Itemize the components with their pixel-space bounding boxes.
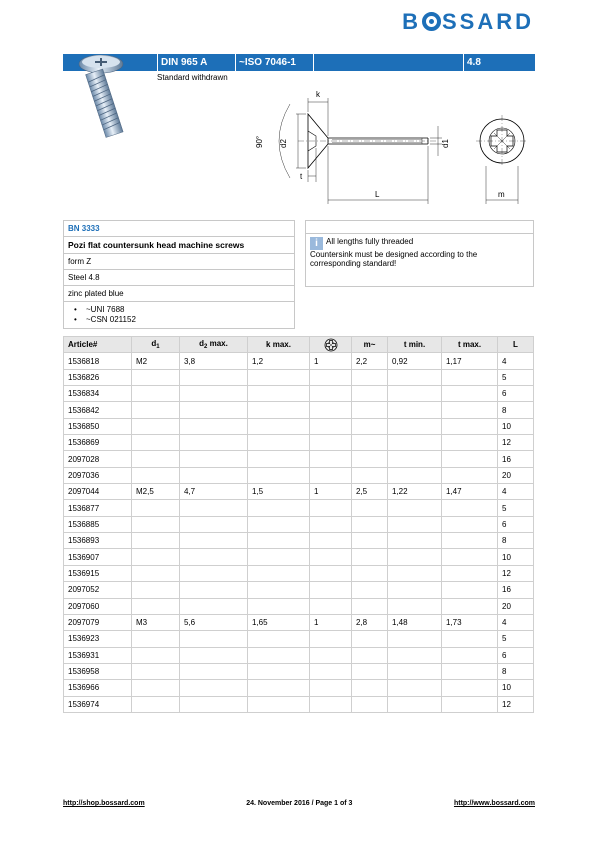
logo-o-ring <box>422 12 441 31</box>
table-cell <box>388 696 442 712</box>
table-cell <box>132 467 180 483</box>
col-d1: $d_1$ <box>132 337 180 353</box>
table-cell <box>248 582 310 598</box>
table-cell <box>132 418 180 434</box>
table-cell <box>180 631 248 647</box>
col-d2: $d_2$ max. <box>180 337 248 353</box>
table-cell <box>388 582 442 598</box>
product-form: form Z <box>64 253 294 269</box>
table-cell: 1536958 <box>64 663 132 679</box>
page-info: 24. November 2016 / Page 1 of 3 <box>246 800 353 807</box>
table-cell: 8 <box>498 402 534 418</box>
table-cell: 4,7 <box>180 484 248 500</box>
table-cell: 1,73 <box>442 614 498 630</box>
table-cell: 1536818 <box>64 353 132 369</box>
table-cell <box>388 549 442 565</box>
table-cell: 6 <box>498 386 534 402</box>
table-cell <box>310 663 352 679</box>
table-cell <box>180 451 248 467</box>
table-cell <box>248 598 310 614</box>
table-cell <box>132 696 180 712</box>
table-cell: 1536842 <box>64 402 132 418</box>
equivalent-item: • ~UNI 7688 <box>74 305 290 315</box>
table-row <box>64 549 534 565</box>
dim-label-t: t <box>300 172 303 181</box>
table-row <box>64 353 534 369</box>
table-cell: 2,2 <box>352 353 388 369</box>
bn-number: BN 3333 <box>68 224 100 233</box>
col-tmax: t max. <box>442 337 498 353</box>
table-cell: 2,5 <box>352 484 388 500</box>
table-cell <box>442 516 498 532</box>
table-cell <box>388 598 442 614</box>
table-row <box>64 565 534 581</box>
table-cell <box>352 598 388 614</box>
table-cell <box>132 533 180 549</box>
website-link[interactable]: http://www.bossard.com <box>453 800 535 807</box>
table-row <box>64 418 534 434</box>
table-cell: 1,48 <box>388 614 442 630</box>
table-cell: 2,8 <box>352 614 388 630</box>
table-cell: 1536931 <box>64 647 132 663</box>
table-cell <box>310 631 352 647</box>
product-finish: zinc plated blue <box>64 285 294 301</box>
table-cell <box>180 647 248 663</box>
table-cell: 1536850 <box>64 418 132 434</box>
table-row <box>64 614 534 630</box>
table-cell: 1,22 <box>388 484 442 500</box>
table-cell: 12 <box>498 565 534 581</box>
table-cell: 1536915 <box>64 565 132 581</box>
table-cell <box>248 680 310 696</box>
equivalent-item: • ~CSN 021152 <box>74 315 290 325</box>
header-cell-iso: ~ISO 7046-1 <box>235 54 313 71</box>
table-header-row <box>64 337 534 353</box>
table-row <box>64 484 534 500</box>
table-cell <box>352 631 388 647</box>
table-cell <box>352 647 388 663</box>
table-cell: 3,8 <box>180 353 248 369</box>
table-cell <box>310 435 352 451</box>
table-cell: 10 <box>498 680 534 696</box>
table-cell: 16 <box>498 582 534 598</box>
dim-label-d1: d1 <box>441 139 450 148</box>
table-cell <box>248 549 310 565</box>
table-cell: 1 <box>310 614 352 630</box>
equivalent-standards <box>64 301 294 328</box>
table-cell: 0,92 <box>388 353 442 369</box>
table-cell <box>388 533 442 549</box>
table-cell <box>388 663 442 679</box>
col-m: m~ <box>352 337 388 353</box>
table-cell <box>248 663 310 679</box>
table-cell <box>180 533 248 549</box>
table-cell <box>132 582 180 598</box>
table-cell: 1536907 <box>64 549 132 565</box>
table-cell <box>132 386 180 402</box>
table-cell: 2097028 <box>64 451 132 467</box>
table-cell <box>180 680 248 696</box>
table-cell: 10 <box>498 418 534 434</box>
table-cell <box>180 418 248 434</box>
table-cell <box>248 516 310 532</box>
table-cell <box>352 402 388 418</box>
table-row <box>64 647 534 663</box>
table-row <box>64 582 534 598</box>
status-text: Standard withdrawn <box>157 73 228 82</box>
table-cell <box>248 435 310 451</box>
page-footer <box>63 800 535 807</box>
table-cell: 1536869 <box>64 435 132 451</box>
table-cell <box>180 435 248 451</box>
table-cell <box>132 549 180 565</box>
table-cell: 16 <box>498 451 534 467</box>
table-cell <box>180 549 248 565</box>
table-cell: 5 <box>498 500 534 516</box>
table-cell: 2097052 <box>64 582 132 598</box>
table-cell: 1,17 <box>442 353 498 369</box>
table-cell: M2 <box>132 353 180 369</box>
article-table-body <box>64 353 534 713</box>
table-cell <box>388 369 442 385</box>
table-cell: 2097044 <box>64 484 132 500</box>
table-cell <box>352 696 388 712</box>
table-cell <box>310 418 352 434</box>
table-cell <box>442 500 498 516</box>
table-cell <box>180 467 248 483</box>
table-cell: 4 <box>498 484 534 500</box>
table-cell: 1536893 <box>64 533 132 549</box>
table-cell <box>248 369 310 385</box>
table-cell <box>248 386 310 402</box>
table-cell <box>388 631 442 647</box>
table-cell <box>132 680 180 696</box>
table-cell <box>388 565 442 581</box>
bossard-logo: B SSARD <box>402 9 534 34</box>
col-article: Article# <box>64 337 132 353</box>
table-cell <box>310 582 352 598</box>
table-cell: 1536923 <box>64 631 132 647</box>
table-cell <box>310 451 352 467</box>
table-cell <box>442 435 498 451</box>
table-cell <box>388 451 442 467</box>
table-cell <box>180 663 248 679</box>
table-cell <box>352 369 388 385</box>
table-cell <box>442 451 498 467</box>
table-cell <box>248 402 310 418</box>
table-cell <box>248 565 310 581</box>
note-line-2: Countersink must be designed according to the corresponding standard! <box>310 250 478 268</box>
table-cell <box>352 680 388 696</box>
table-cell <box>388 418 442 434</box>
table-cell: 8 <box>498 663 534 679</box>
table-cell: 12 <box>498 696 534 712</box>
dim-label-d2: d2 <box>279 139 288 148</box>
table-cell: 5 <box>498 369 534 385</box>
dim-label-k: k <box>316 90 320 99</box>
table-cell <box>352 565 388 581</box>
table-cell <box>248 467 310 483</box>
table-row <box>64 451 534 467</box>
table-cell <box>310 467 352 483</box>
table-cell <box>442 631 498 647</box>
table-cell <box>442 696 498 712</box>
table-cell <box>388 516 442 532</box>
table-cell <box>442 680 498 696</box>
note-text <box>306 234 533 271</box>
table-row <box>64 467 534 483</box>
table-cell <box>310 500 352 516</box>
table-cell <box>180 582 248 598</box>
col-l: L <box>498 337 534 353</box>
table-cell <box>442 549 498 565</box>
table-cell <box>352 435 388 451</box>
table-cell <box>352 386 388 402</box>
table-cell: 1536834 <box>64 386 132 402</box>
table-cell <box>442 582 498 598</box>
table-cell <box>388 435 442 451</box>
table-row <box>64 435 534 451</box>
table-cell <box>248 696 310 712</box>
product-material: Steel 4.8 <box>64 269 294 285</box>
header-cell-grade: 4.8 <box>463 54 535 71</box>
table-cell <box>132 647 180 663</box>
table-cell <box>352 467 388 483</box>
table-cell <box>442 386 498 402</box>
table-cell: 5 <box>498 631 534 647</box>
table-cell: 4 <box>498 353 534 369</box>
table-cell <box>352 516 388 532</box>
table-row <box>64 500 534 516</box>
table-cell <box>132 369 180 385</box>
col-tmin: t min. <box>388 337 442 353</box>
table-cell <box>132 598 180 614</box>
table-row <box>64 369 534 385</box>
table-cell <box>442 369 498 385</box>
table-cell <box>310 598 352 614</box>
table-cell <box>180 696 248 712</box>
table-cell <box>248 647 310 663</box>
table-cell <box>388 500 442 516</box>
table-cell: 1536966 <box>64 680 132 696</box>
table-cell <box>180 516 248 532</box>
table-cell: 1 <box>310 353 352 369</box>
table-cell: 12 <box>498 435 534 451</box>
table-cell: 6 <box>498 647 534 663</box>
table-cell <box>248 451 310 467</box>
table-cell <box>388 386 442 402</box>
table-cell <box>180 565 248 581</box>
table-cell <box>310 516 352 532</box>
table-cell <box>132 402 180 418</box>
table-cell: 1536974 <box>64 696 132 712</box>
table-cell: 1536877 <box>64 500 132 516</box>
table-cell: 2097060 <box>64 598 132 614</box>
table-cell <box>388 680 442 696</box>
table-cell <box>442 418 498 434</box>
table-cell <box>442 402 498 418</box>
article-table <box>63 336 534 713</box>
table-cell <box>310 369 352 385</box>
table-cell <box>442 565 498 581</box>
table-cell: 1,47 <box>442 484 498 500</box>
table-cell: 1 <box>310 484 352 500</box>
table-cell: 5,6 <box>180 614 248 630</box>
col-drive <box>310 337 352 353</box>
table-cell <box>310 386 352 402</box>
table-cell: M2,5 <box>132 484 180 500</box>
screw-product-image <box>75 52 137 138</box>
table-row <box>64 663 534 679</box>
table-cell: 6 <box>498 516 534 532</box>
table-row <box>64 631 534 647</box>
header-cell-din: DIN 965 A <box>157 54 235 71</box>
table-cell <box>132 500 180 516</box>
table-cell <box>132 631 180 647</box>
table-cell <box>352 418 388 434</box>
table-cell <box>132 435 180 451</box>
table-cell <box>248 533 310 549</box>
table-cell <box>248 418 310 434</box>
product-title: Pozi flat countersunk head machine screws <box>64 236 294 253</box>
table-cell <box>352 663 388 679</box>
table-cell <box>180 598 248 614</box>
table-cell <box>132 451 180 467</box>
pozi-drive-icon <box>324 338 338 352</box>
table-cell: 1,65 <box>248 614 310 630</box>
table-cell <box>442 663 498 679</box>
note-line-1: All lengths fully threaded <box>326 237 414 246</box>
table-cell <box>180 402 248 418</box>
table-cell: 1,5 <box>248 484 310 500</box>
dim-label-l: L <box>375 190 380 199</box>
table-cell <box>352 533 388 549</box>
dim-label-m: m <box>498 190 505 199</box>
table-cell <box>388 647 442 663</box>
table-cell <box>388 467 442 483</box>
table-cell <box>352 500 388 516</box>
table-cell <box>388 402 442 418</box>
table-cell: M3 <box>132 614 180 630</box>
table-row <box>64 402 534 418</box>
info-note-box <box>305 220 534 287</box>
table-cell <box>310 696 352 712</box>
col-k: k max. <box>248 337 310 353</box>
table-row <box>64 386 534 402</box>
table-cell <box>310 549 352 565</box>
table-cell: 20 <box>498 598 534 614</box>
table-cell <box>352 549 388 565</box>
shop-link[interactable]: http://shop.bossard.com <box>63 800 145 807</box>
dim-label-angle: 90° <box>255 135 264 148</box>
table-row <box>64 696 534 712</box>
table-cell <box>180 500 248 516</box>
table-cell: 10 <box>498 549 534 565</box>
info-icon: i <box>310 237 323 250</box>
table-cell: 4 <box>498 614 534 630</box>
table-cell: 1536885 <box>64 516 132 532</box>
table-cell <box>310 680 352 696</box>
table-cell <box>248 631 310 647</box>
table-cell <box>180 369 248 385</box>
technical-drawing <box>250 86 540 211</box>
table-cell <box>310 565 352 581</box>
table-cell <box>180 386 248 402</box>
table-cell <box>442 598 498 614</box>
table-cell: 2097036 <box>64 467 132 483</box>
table-cell <box>248 500 310 516</box>
table-row <box>64 598 534 614</box>
table-row <box>64 533 534 549</box>
note-header <box>306 221 533 234</box>
table-cell: 20 <box>498 467 534 483</box>
table-cell <box>310 647 352 663</box>
table-row <box>64 680 534 696</box>
table-cell: 2097079 <box>64 614 132 630</box>
table-cell <box>352 451 388 467</box>
table-cell: 1,2 <box>248 353 310 369</box>
table-cell: 1536826 <box>64 369 132 385</box>
table-cell <box>132 565 180 581</box>
table-cell <box>132 516 180 532</box>
table-cell <box>132 663 180 679</box>
table-cell: 8 <box>498 533 534 549</box>
table-cell <box>442 467 498 483</box>
table-cell <box>310 402 352 418</box>
table-row <box>64 516 534 532</box>
product-spec-box <box>63 220 295 329</box>
table-cell <box>442 533 498 549</box>
header-cell-empty <box>313 54 463 71</box>
table-cell <box>352 582 388 598</box>
table-cell <box>310 533 352 549</box>
table-cell <box>442 647 498 663</box>
